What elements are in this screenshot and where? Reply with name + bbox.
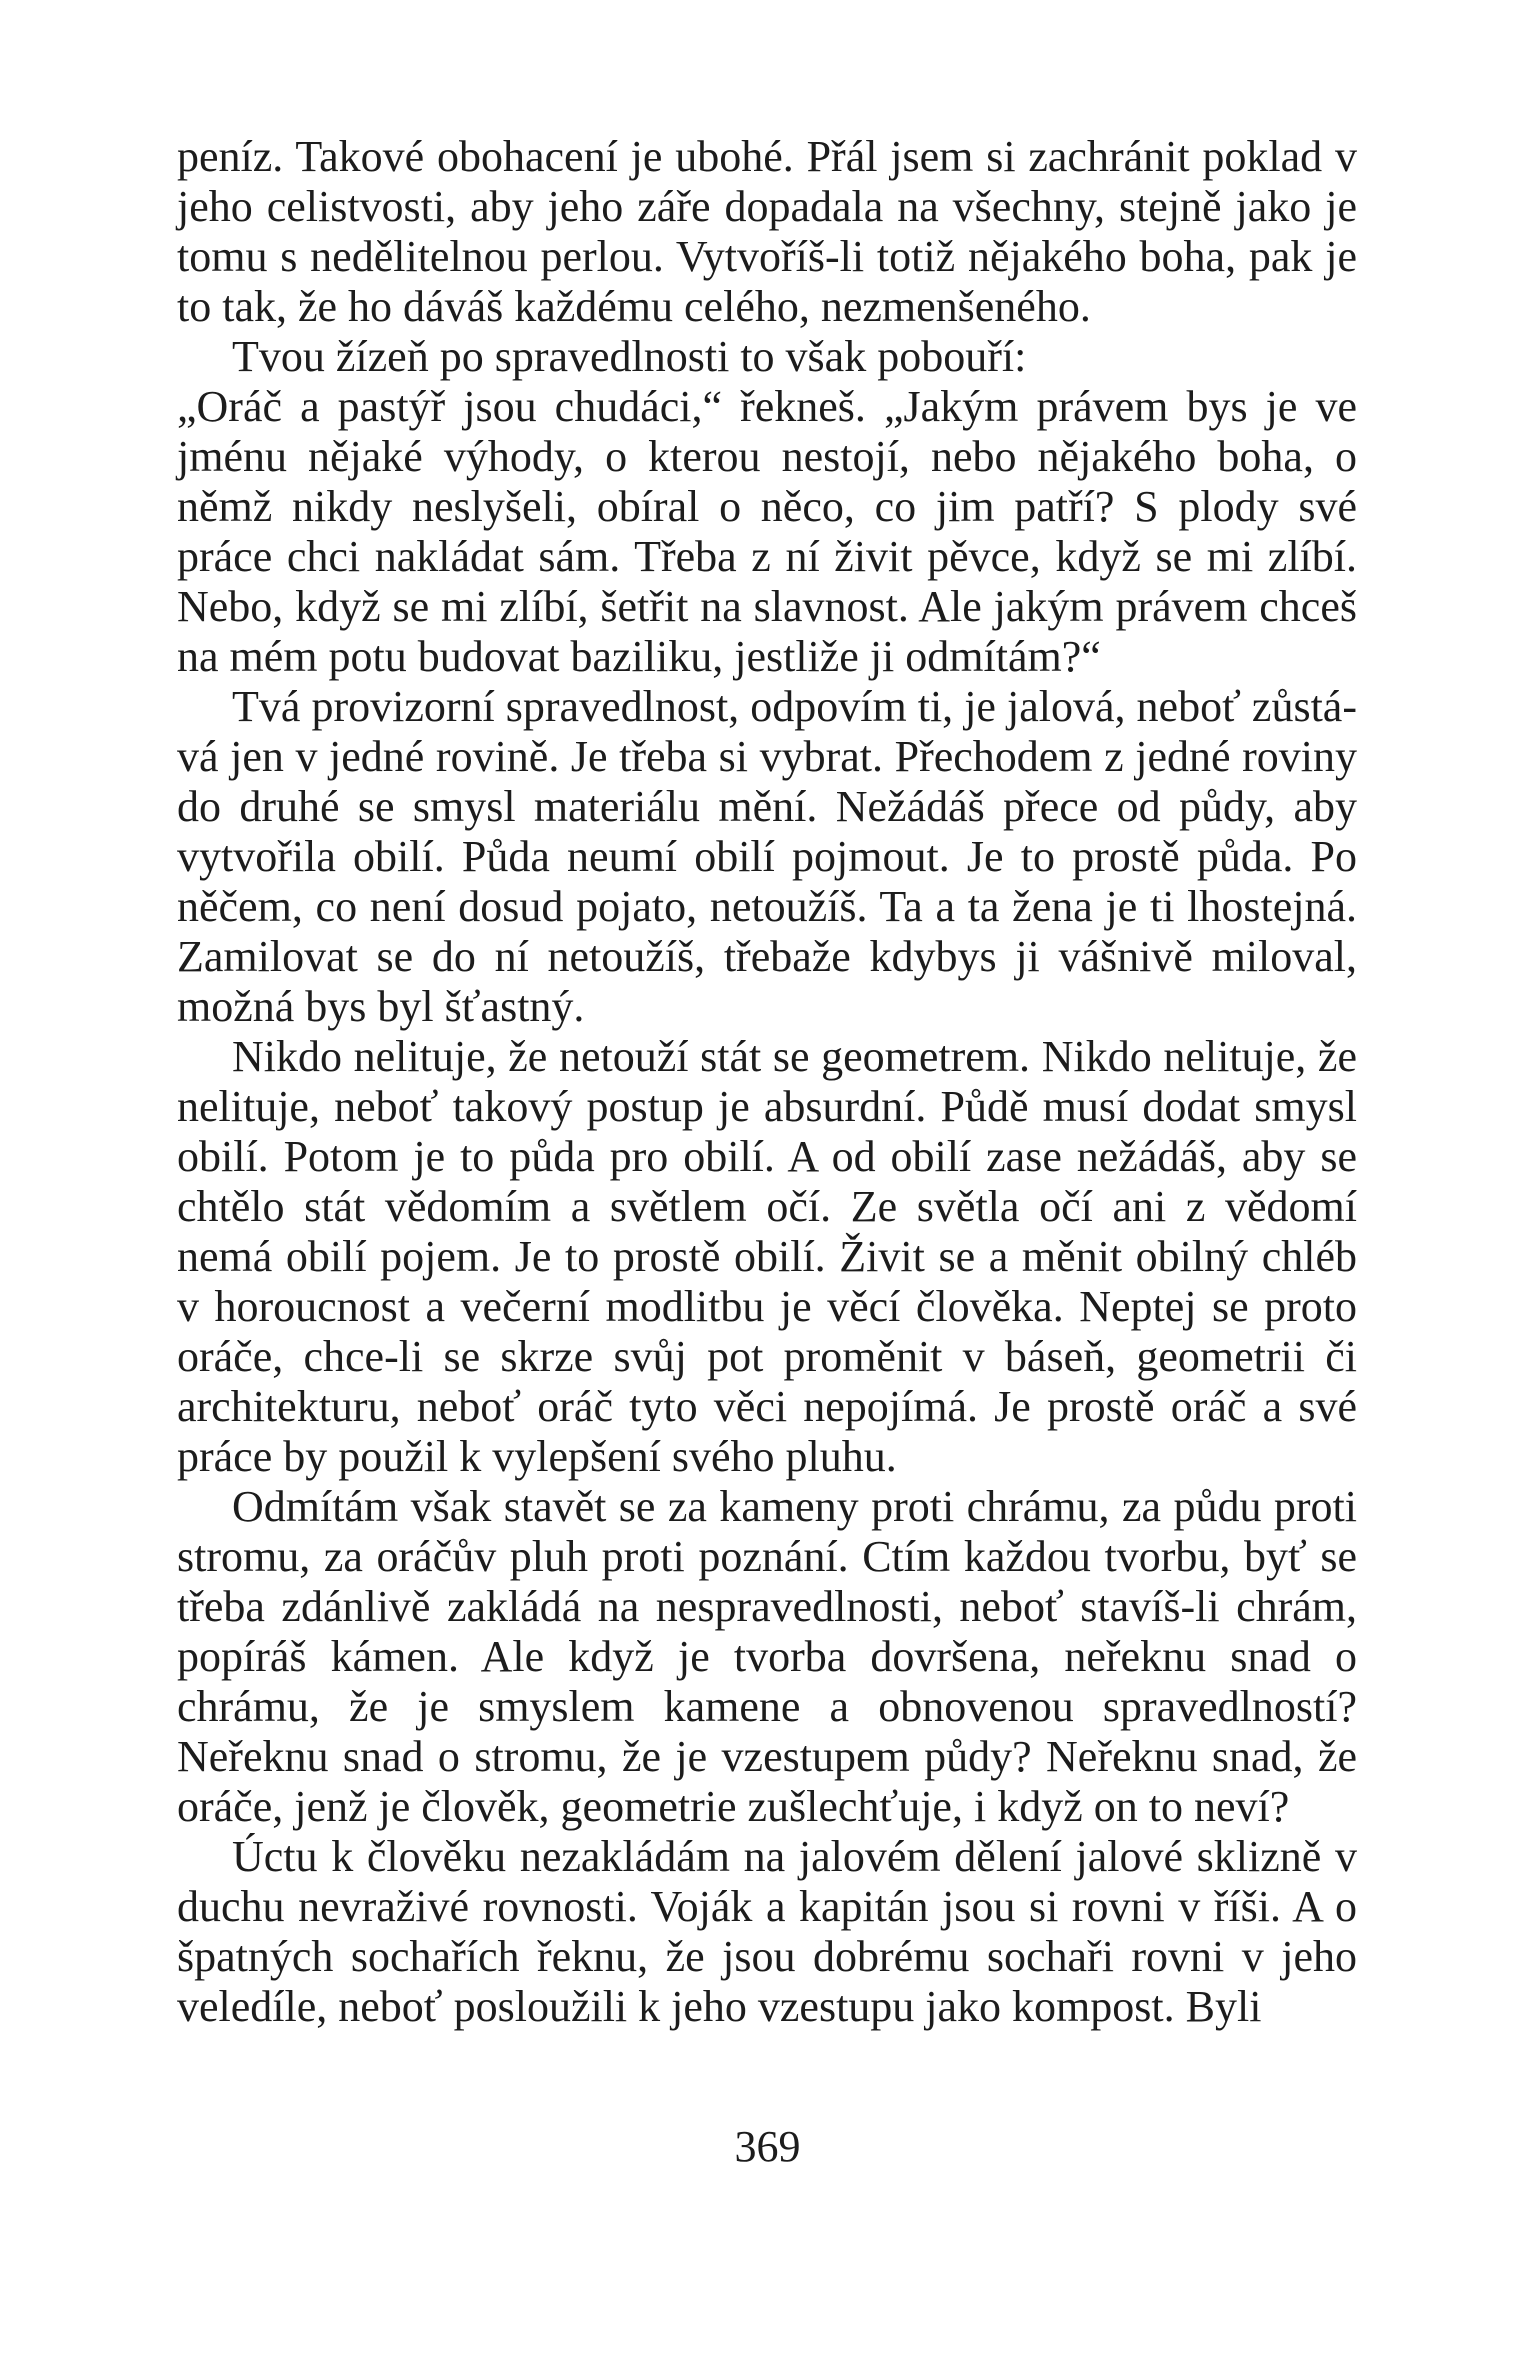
- paragraph: peníz. Takové obohacení je ubohé. Přál jsem si zachránit poklad v jeho celistvosti, aby jeho záře dopadala na všechny, stejně jako je tomu s nedělitelnou perlou. Vytvoříš-li totiž nějakého boha, pak je to tak, že ho dáváš každému celého, nezmenšeného.: [177, 132, 1357, 331]
- paragraph: Úctu k člověku nezakládám na jalovém dělení jalové sklizně v duchu nevraživé rovnosti. Voják a kapitán jsou si rovni v říši. A o špatných sochařích řeknu, že jsou dobrému sochaři rovni v jeho veledíle, neboť posloužili k jeho vzestupu jako kompost. Byli: [177, 1832, 1357, 2031]
- paragraph: „Oráč a pastýř jsou chudáci,“ řekneš. „Jakým právem bys je ve jménu nějaké výhody, o kterou nestojí, nebo nějakého boha, o němž nikdy neslyšeli, obíral o něco, co jim patří? S plody své práce chci nakládat sám. Třeba z ní živit pěvce, když se mi zlíbí. Nebo, když se mi zlíbí, šetřit na slavnost. Ale jakým právem chceš na mém potu budovat baziliku, jestliže ji odmítám?“: [177, 382, 1357, 681]
- paragraph: Tvou žízeň po spravedlnosti to však pobouří:: [232, 332, 1027, 381]
- page-number: 369: [734, 2122, 801, 2171]
- paragraph: Odmítám však stavět se za kameny proti chrámu, za půdu proti stromu, za oráčův pluh proti poznání. Ctím každou tvorbu, byť se třeba zdánlivě zakládá na nespravedlnosti, neboť stavíš-li chrám, popíráš kámen. Ale když je tvorba dovršena, neřeknu snad o chrámu, že je smyslem kamene a obnovenou spravedlností? Neřeknu snad o stromu, že je vzestupem půdy? Neřeknu snad, že oráče, jenž je člověk, geometrie zušlechťuje, i když on to neví?: [177, 1482, 1357, 1831]
- paragraph: Tvá provizorní spravedlnost, odpovím ti, je jalová, neboť zůstává jen v jedné rovině. Je třeba si vybrat. Přechodem z jedné roviny do druhé se smysl materiálu mění. Nežádáš přece od půdy, aby vytvořila obilí. Půda neumí obilí pojmout. Je to prostě půda. Po něčem, co není dosud pojato, netoužíš. Ta a ta žena je ti lhostejná. Zamilovat se do ní netoužíš, třebaže kdybys ji vášnivě miloval, možná bys byl šťastný.: [177, 682, 1357, 1031]
- paragraph: Nikdo nelituje, že netouží stát se geometrem. Nikdo nelituje, že nelituje, neboť takový postup je absurdní. Půdě musí dodat smysl obilí. Potom je to půda pro obilí. A od obilí zase nežádáš, aby se chtělo stát vědomím a světlem očí. Ze světla očí ani z vědomí nemá obilí pojem. Je to prostě obilí. Živit se a měnit obilný chléb v horoucnost a večerní modlitbu je věcí člověka. Neptej se proto oráče, chce-li se skrze svůj pot proměnit v báseň, geometrii či architekturu, neboť oráč tyto věci nepojímá. Je prostě oráč a své práce by použil k vylepšení svého pluhu.: [177, 1032, 1357, 1481]
- page-body: [177, 132, 1357, 2032]
